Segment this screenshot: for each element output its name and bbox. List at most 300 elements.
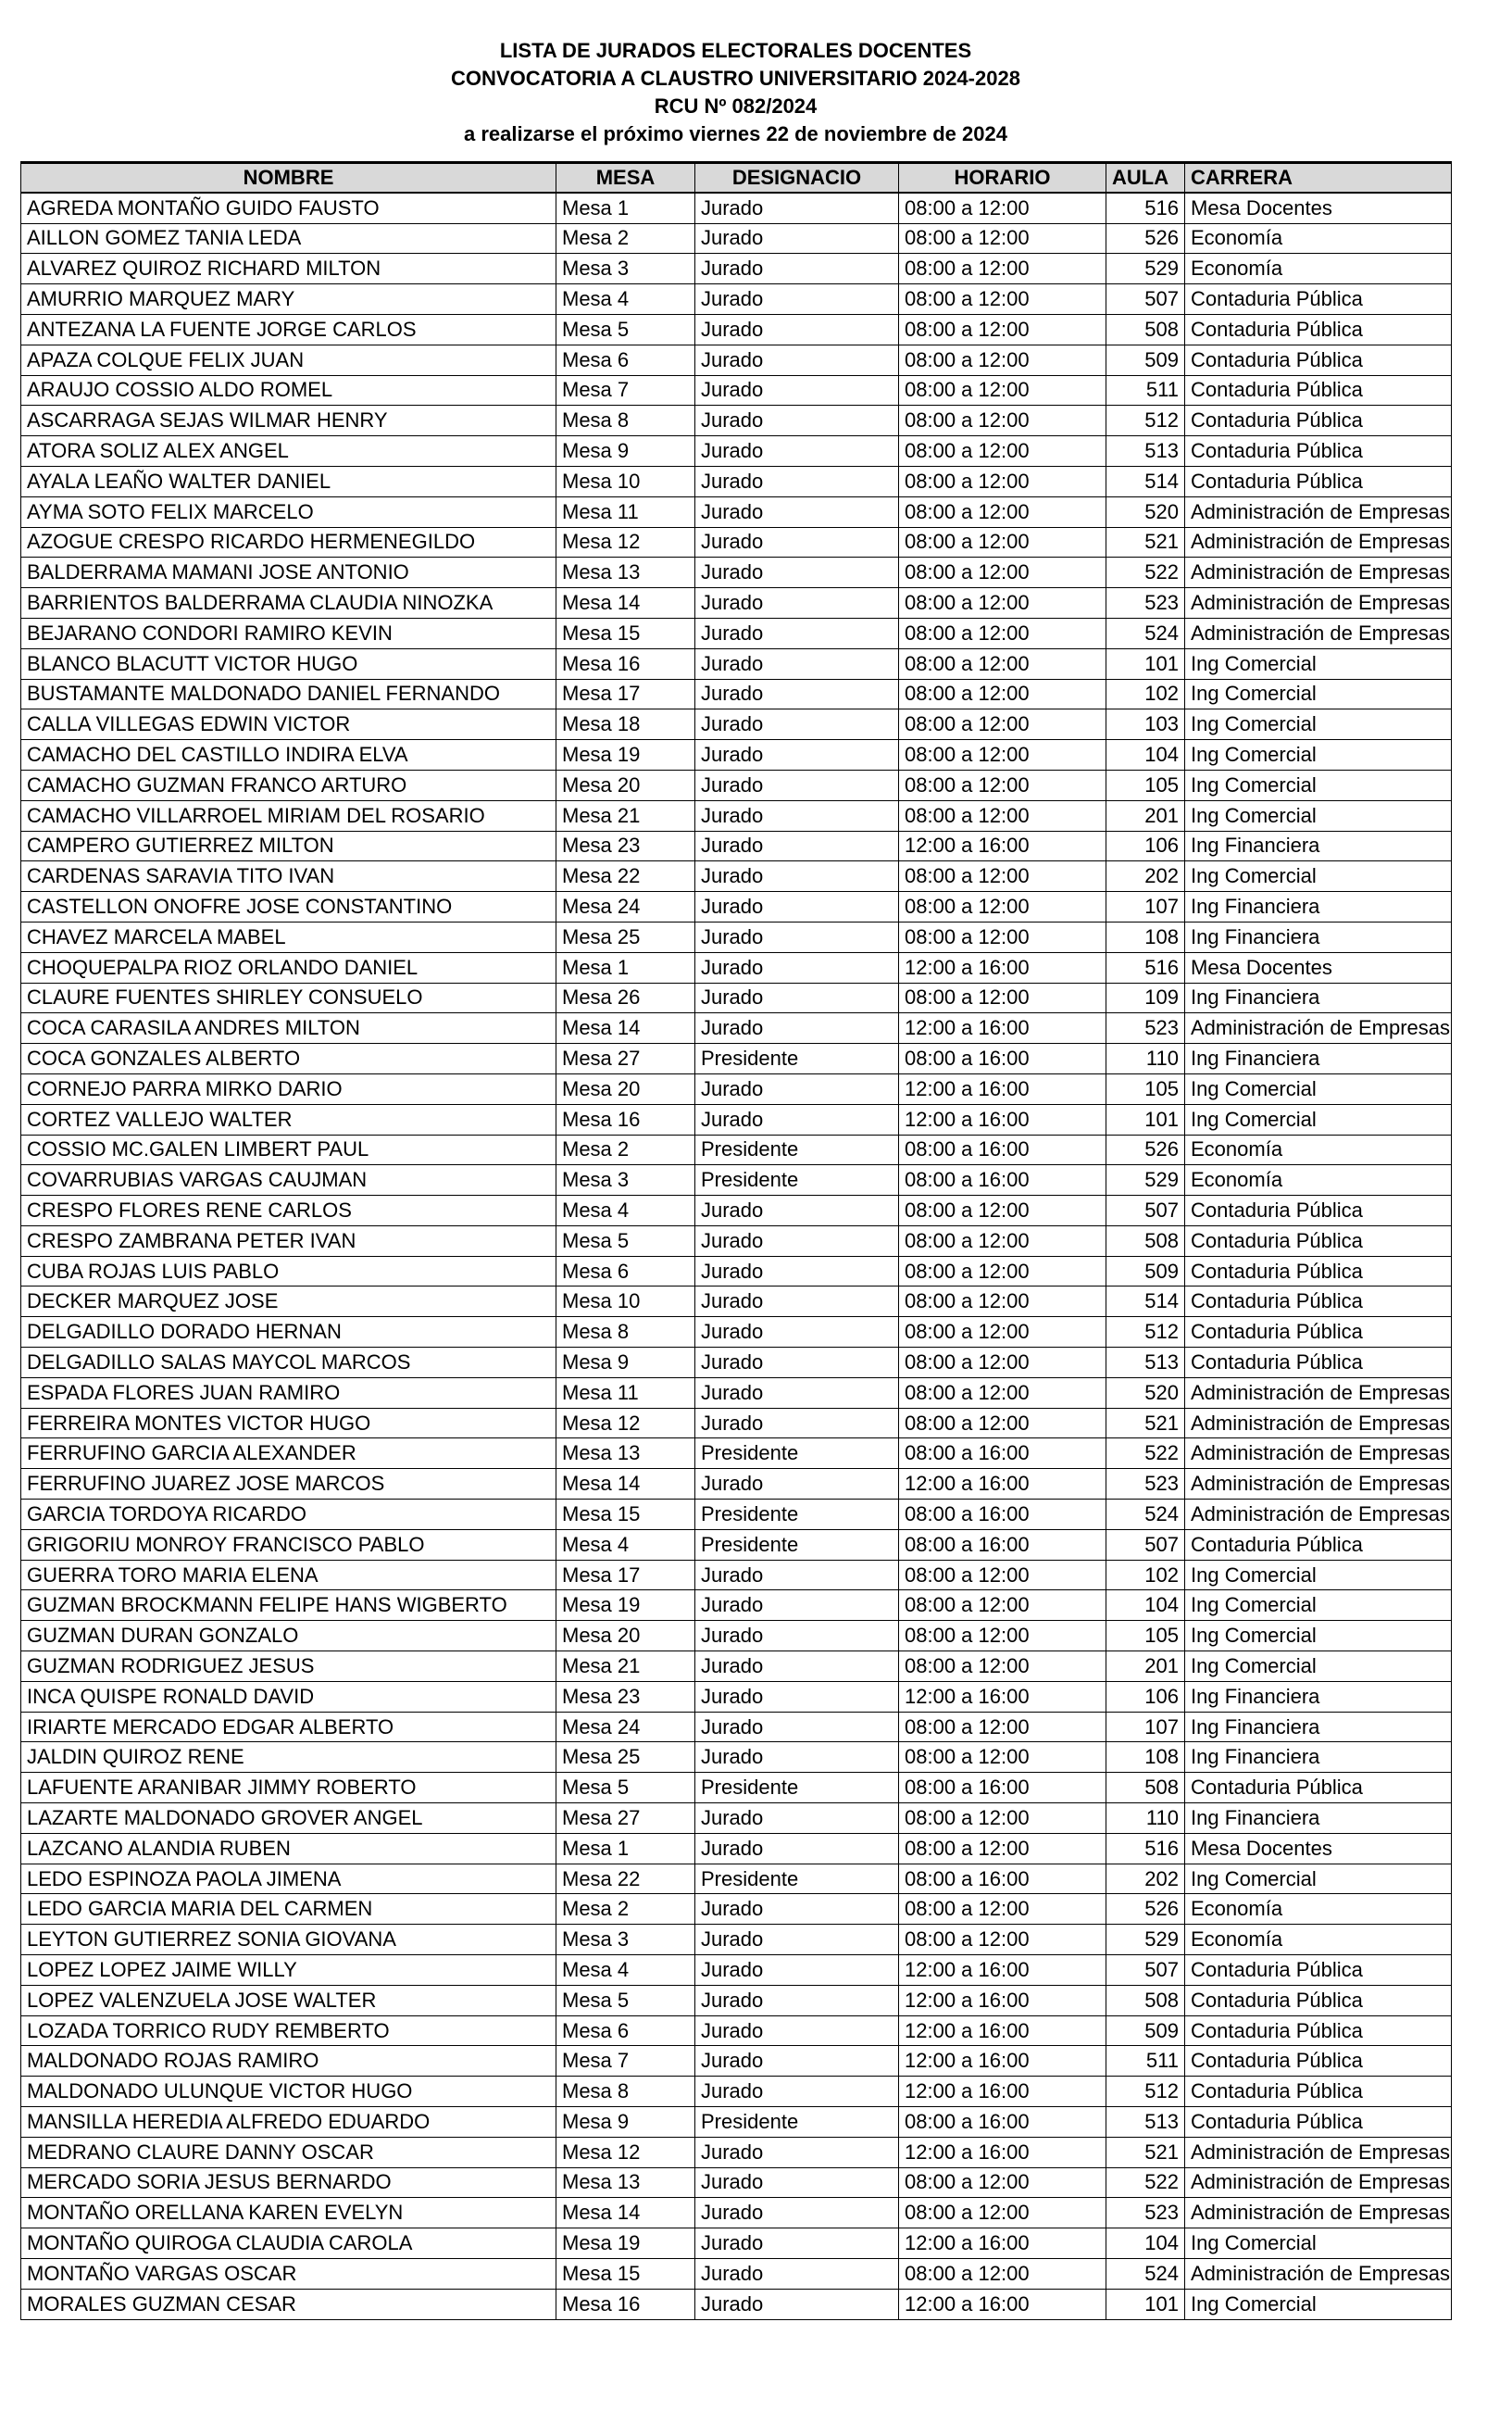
cell-aula: 509 bbox=[1106, 1256, 1185, 1287]
cell-carrera: Ing Financiera bbox=[1185, 922, 1452, 952]
cell-nombre: CUBA ROJAS LUIS PABLO bbox=[21, 1256, 556, 1287]
cell-designacion: Jurado bbox=[695, 770, 899, 800]
table-row bbox=[21, 1925, 1452, 1955]
cell-mesa: Mesa 15 bbox=[556, 2258, 695, 2289]
cell-nombre: CAMACHO DEL CASTILLO INDIRA ELVA bbox=[21, 740, 556, 771]
cell-horario: 12:00 a 16:00 bbox=[899, 1955, 1106, 1986]
cell-mesa: Mesa 19 bbox=[556, 740, 695, 771]
cell-carrera: Contaduria Pública bbox=[1185, 375, 1452, 406]
cell-carrera: Administración de Empresas bbox=[1185, 1377, 1452, 1408]
cell-aula: 201 bbox=[1106, 800, 1185, 831]
cell-carrera: Ing Comercial bbox=[1185, 1864, 1452, 1894]
cell-aula: 106 bbox=[1106, 831, 1185, 861]
cell-aula: 507 bbox=[1106, 1955, 1185, 1986]
cell-horario: 12:00 a 16:00 bbox=[899, 2015, 1106, 2046]
cell-aula: 526 bbox=[1106, 1894, 1185, 1925]
cell-horario: 12:00 a 16:00 bbox=[899, 2137, 1106, 2167]
table-row bbox=[21, 527, 1452, 558]
cell-designacion: Jurado bbox=[695, 375, 899, 406]
table-row bbox=[21, 1256, 1452, 1287]
cell-mesa: Mesa 8 bbox=[556, 406, 695, 436]
table-row bbox=[21, 1469, 1452, 1500]
cell-mesa: Mesa 5 bbox=[556, 1985, 695, 2015]
cell-mesa: Mesa 4 bbox=[556, 1196, 695, 1226]
cell-mesa: Mesa 12 bbox=[556, 2137, 695, 2167]
cell-carrera: Administración de Empresas bbox=[1185, 2258, 1452, 2289]
cell-aula: 202 bbox=[1106, 1864, 1185, 1894]
table-row bbox=[21, 466, 1452, 496]
table-row bbox=[21, 800, 1452, 831]
cell-aula: 513 bbox=[1106, 1348, 1185, 1378]
cell-horario: 08:00 a 12:00 bbox=[899, 1408, 1106, 1438]
cell-horario: 08:00 a 12:00 bbox=[899, 892, 1106, 923]
cell-horario: 12:00 a 16:00 bbox=[899, 1469, 1106, 1500]
cell-designacion: Jurado bbox=[695, 618, 899, 648]
cell-designacion: Jurado bbox=[695, 1104, 899, 1135]
cell-mesa: Mesa 3 bbox=[556, 254, 695, 284]
cell-aula: 512 bbox=[1106, 2077, 1185, 2107]
cell-aula: 101 bbox=[1106, 1104, 1185, 1135]
cell-mesa: Mesa 6 bbox=[556, 2015, 695, 2046]
cell-horario: 12:00 a 16:00 bbox=[899, 1681, 1106, 1712]
table-row bbox=[21, 406, 1452, 436]
cell-nombre: INCA QUISPE RONALD DAVID bbox=[21, 1681, 556, 1712]
cell-horario: 08:00 a 12:00 bbox=[899, 466, 1106, 496]
cell-aula: 102 bbox=[1106, 679, 1185, 709]
cell-mesa: Mesa 1 bbox=[556, 193, 695, 223]
cell-aula: 101 bbox=[1106, 2289, 1185, 2319]
cell-designacion: Jurado bbox=[695, 2167, 899, 2198]
cell-mesa: Mesa 16 bbox=[556, 648, 695, 679]
cell-carrera: Ing Comercial bbox=[1185, 770, 1452, 800]
cell-aula: 110 bbox=[1106, 1044, 1185, 1074]
cell-carrera: Contaduria Pública bbox=[1185, 1985, 1452, 2015]
cell-nombre: ASCARRAGA SEJAS WILMAR HENRY bbox=[21, 406, 556, 436]
cell-horario: 08:00 a 12:00 bbox=[899, 1742, 1106, 1773]
cell-carrera: Ing Comercial bbox=[1185, 1621, 1452, 1651]
cell-aula: 522 bbox=[1106, 2167, 1185, 2198]
cell-designacion: Jurado bbox=[695, 1408, 899, 1438]
cell-nombre: DELGADILLO SALAS MAYCOL MARCOS bbox=[21, 1348, 556, 1378]
cell-carrera: Administración de Empresas bbox=[1185, 2137, 1452, 2167]
cell-carrera: Ing Comercial bbox=[1185, 709, 1452, 740]
table-row bbox=[21, 284, 1452, 315]
cell-nombre: AZOGUE CRESPO RICARDO HERMENEGILDO bbox=[21, 527, 556, 558]
cell-horario: 08:00 a 12:00 bbox=[899, 740, 1106, 771]
cell-nombre: LAZARTE MALDONADO GROVER ANGEL bbox=[21, 1803, 556, 1834]
cell-designacion: Jurado bbox=[695, 892, 899, 923]
cell-carrera: Ing Comercial bbox=[1185, 648, 1452, 679]
table-row bbox=[21, 375, 1452, 406]
cell-carrera: Administración de Empresas bbox=[1185, 527, 1452, 558]
cell-carrera: Administración de Empresas bbox=[1185, 2167, 1452, 2198]
cell-horario: 08:00 a 12:00 bbox=[899, 1256, 1106, 1287]
cell-designacion: Jurado bbox=[695, 1196, 899, 1226]
cell-aula: 509 bbox=[1106, 2015, 1185, 2046]
cell-designacion: Jurado bbox=[695, 254, 899, 284]
cell-mesa: Mesa 9 bbox=[556, 436, 695, 467]
cell-designacion: Jurado bbox=[695, 2137, 899, 2167]
cell-nombre: GUERRA TORO MARIA ELENA bbox=[21, 1560, 556, 1590]
cell-carrera: Economía bbox=[1185, 1894, 1452, 1925]
cell-horario: 12:00 a 16:00 bbox=[899, 2077, 1106, 2107]
cell-carrera: Contaduria Pública bbox=[1185, 2107, 1452, 2138]
cell-horario: 08:00 a 12:00 bbox=[899, 406, 1106, 436]
cell-designacion: Jurado bbox=[695, 1469, 899, 1500]
cell-horario: 08:00 a 12:00 bbox=[899, 1712, 1106, 1742]
cell-aula: 523 bbox=[1106, 588, 1185, 619]
cell-mesa: Mesa 9 bbox=[556, 2107, 695, 2138]
column-header-horario: HORARIO bbox=[899, 163, 1106, 194]
cell-nombre: LAFUENTE ARANIBAR JIMMY ROBERTO bbox=[21, 1773, 556, 1803]
column-header-mesa: MESA bbox=[556, 163, 695, 194]
cell-nombre: MANSILLA HEREDIA ALFREDO EDUARDO bbox=[21, 2107, 556, 2138]
table-row bbox=[21, 861, 1452, 892]
cell-mesa: Mesa 3 bbox=[556, 1925, 695, 1955]
cell-mesa: Mesa 6 bbox=[556, 345, 695, 375]
cell-nombre: CORNEJO PARRA MIRKO DARIO bbox=[21, 1073, 556, 1104]
cell-mesa: Mesa 20 bbox=[556, 1621, 695, 1651]
cell-nombre: CLAURE FUENTES SHIRLEY CONSUELO bbox=[21, 983, 556, 1013]
cell-carrera: Contaduria Pública bbox=[1185, 1348, 1452, 1378]
cell-carrera: Ing Comercial bbox=[1185, 861, 1452, 892]
table-row bbox=[21, 2167, 1452, 2198]
cell-mesa: Mesa 22 bbox=[556, 861, 695, 892]
cell-mesa: Mesa 20 bbox=[556, 1073, 695, 1104]
cell-carrera: Ing Comercial bbox=[1185, 1651, 1452, 1682]
cell-horario: 08:00 a 12:00 bbox=[899, 1196, 1106, 1226]
cell-mesa: Mesa 10 bbox=[556, 1287, 695, 1317]
column-header-aula: AULA bbox=[1106, 163, 1185, 194]
cell-nombre: MONTAÑO ORELLANA KAREN EVELYN bbox=[21, 2198, 556, 2228]
cell-designacion: Presidente bbox=[695, 1864, 899, 1894]
cell-mesa: Mesa 2 bbox=[556, 1894, 695, 1925]
cell-mesa: Mesa 13 bbox=[556, 1438, 695, 1469]
cell-nombre: MERCADO SORIA JESUS BERNARDO bbox=[21, 2167, 556, 2198]
cell-mesa: Mesa 5 bbox=[556, 1225, 695, 1256]
cell-aula: 524 bbox=[1106, 2258, 1185, 2289]
cell-aula: 105 bbox=[1106, 1621, 1185, 1651]
cell-horario: 08:00 a 12:00 bbox=[899, 496, 1106, 527]
cell-aula: 103 bbox=[1106, 709, 1185, 740]
cell-mesa: Mesa 19 bbox=[556, 1590, 695, 1621]
cell-designacion: Jurado bbox=[695, 1925, 899, 1955]
column-header-designacion: DESIGNACIO bbox=[695, 163, 899, 194]
table-row bbox=[21, 1742, 1452, 1773]
cell-aula: 523 bbox=[1106, 1469, 1185, 1500]
cell-aula: 520 bbox=[1106, 1377, 1185, 1408]
cell-horario: 12:00 a 16:00 bbox=[899, 1104, 1106, 1135]
cell-mesa: Mesa 18 bbox=[556, 709, 695, 740]
cell-nombre: GRIGORIU MONROY FRANCISCO PABLO bbox=[21, 1529, 556, 1560]
cell-aula: 508 bbox=[1106, 314, 1185, 345]
cell-horario: 08:00 a 12:00 bbox=[899, 436, 1106, 467]
cell-horario: 12:00 a 16:00 bbox=[899, 1013, 1106, 1044]
cell-aula: 507 bbox=[1106, 1196, 1185, 1226]
cell-mesa: Mesa 24 bbox=[556, 892, 695, 923]
cell-mesa: Mesa 8 bbox=[556, 2077, 695, 2107]
cell-aula: 520 bbox=[1106, 496, 1185, 527]
cell-carrera: Contaduria Pública bbox=[1185, 2015, 1452, 2046]
cell-nombre: COCA GONZALES ALBERTO bbox=[21, 1044, 556, 1074]
cell-nombre: MALDONADO ULUNQUE VICTOR HUGO bbox=[21, 2077, 556, 2107]
table-row bbox=[21, 2198, 1452, 2228]
cell-designacion: Presidente bbox=[695, 1165, 899, 1196]
table-row bbox=[21, 922, 1452, 952]
cell-mesa: Mesa 8 bbox=[556, 1317, 695, 1348]
cell-aula: 201 bbox=[1106, 1651, 1185, 1682]
table-body bbox=[21, 193, 1452, 2319]
cell-nombre: CAMACHO GUZMAN FRANCO ARTURO bbox=[21, 770, 556, 800]
cell-aula: 521 bbox=[1106, 2137, 1185, 2167]
table-row bbox=[21, 1833, 1452, 1864]
cell-aula: 526 bbox=[1106, 223, 1185, 254]
cell-carrera: Ing Comercial bbox=[1185, 740, 1452, 771]
cell-carrera: Ing Comercial bbox=[1185, 2228, 1452, 2259]
table-row bbox=[21, 2107, 1452, 2138]
cell-carrera: Ing Financiera bbox=[1185, 1681, 1452, 1712]
cell-carrera: Administración de Empresas bbox=[1185, 2198, 1452, 2228]
cell-designacion: Jurado bbox=[695, 1256, 899, 1287]
cell-carrera: Ing Financiera bbox=[1185, 892, 1452, 923]
cell-aula: 516 bbox=[1106, 952, 1185, 983]
cell-aula: 101 bbox=[1106, 648, 1185, 679]
table-row bbox=[21, 2258, 1452, 2289]
cell-carrera: Contaduria Pública bbox=[1185, 1529, 1452, 1560]
cell-horario: 08:00 a 16:00 bbox=[899, 1438, 1106, 1469]
table-row bbox=[21, 193, 1452, 223]
column-header-nombre: NOMBRE bbox=[21, 163, 556, 194]
table-row bbox=[21, 1165, 1452, 1196]
cell-aula: 513 bbox=[1106, 2107, 1185, 2138]
cell-carrera: Ing Comercial bbox=[1185, 800, 1452, 831]
cell-aula: 509 bbox=[1106, 345, 1185, 375]
cell-designacion: Jurado bbox=[695, 831, 899, 861]
cell-aula: 514 bbox=[1106, 1287, 1185, 1317]
table-row bbox=[21, 1408, 1452, 1438]
cell-horario: 08:00 a 12:00 bbox=[899, 193, 1106, 223]
cell-designacion: Jurado bbox=[695, 922, 899, 952]
cell-aula: 507 bbox=[1106, 284, 1185, 315]
cell-designacion: Jurado bbox=[695, 1348, 899, 1378]
table-row bbox=[21, 1073, 1452, 1104]
cell-nombre: DELGADILLO DORADO HERNAN bbox=[21, 1317, 556, 1348]
table-row bbox=[21, 709, 1452, 740]
cell-mesa: Mesa 5 bbox=[556, 314, 695, 345]
cell-horario: 08:00 a 12:00 bbox=[899, 1225, 1106, 1256]
cell-horario: 08:00 a 12:00 bbox=[899, 1377, 1106, 1408]
cell-carrera: Administración de Empresas bbox=[1185, 588, 1452, 619]
cell-mesa: Mesa 2 bbox=[556, 1135, 695, 1165]
cell-nombre: GUZMAN BROCKMANN FELIPE HANS WIGBERTO bbox=[21, 1590, 556, 1621]
table-row bbox=[21, 679, 1452, 709]
cell-mesa: Mesa 4 bbox=[556, 1529, 695, 1560]
table-row bbox=[21, 1955, 1452, 1986]
cell-nombre: MONTAÑO VARGAS OSCAR bbox=[21, 2258, 556, 2289]
cell-aula: 104 bbox=[1106, 2228, 1185, 2259]
table-row bbox=[21, 223, 1452, 254]
cell-horario: 08:00 a 12:00 bbox=[899, 648, 1106, 679]
cell-mesa: Mesa 14 bbox=[556, 1469, 695, 1500]
cell-horario: 08:00 a 12:00 bbox=[899, 922, 1106, 952]
cell-designacion: Jurado bbox=[695, 223, 899, 254]
cell-designacion: Jurado bbox=[695, 2289, 899, 2319]
cell-designacion: Jurado bbox=[695, 588, 899, 619]
cell-horario: 12:00 a 16:00 bbox=[899, 2289, 1106, 2319]
cell-nombre: AMURRIO MARQUEZ MARY bbox=[21, 284, 556, 315]
title-line-4: a realizarse el próximo viernes 22 de noviembre de 2024 bbox=[464, 122, 1007, 145]
cell-carrera: Administración de Empresas bbox=[1185, 496, 1452, 527]
cell-aula: 102 bbox=[1106, 1560, 1185, 1590]
cell-horario: 08:00 a 12:00 bbox=[899, 1925, 1106, 1955]
cell-designacion: Jurado bbox=[695, 740, 899, 771]
cell-mesa: Mesa 19 bbox=[556, 2228, 695, 2259]
cell-carrera: Contaduria Pública bbox=[1185, 345, 1452, 375]
cell-nombre: LEDO ESPINOZA PAOLA JIMENA bbox=[21, 1864, 556, 1894]
cell-mesa: Mesa 5 bbox=[556, 1773, 695, 1803]
cell-aula: 521 bbox=[1106, 527, 1185, 558]
table-row bbox=[21, 436, 1452, 467]
cell-mesa: Mesa 9 bbox=[556, 1348, 695, 1378]
cell-nombre: CHOQUEPALPA RIOZ ORLANDO DANIEL bbox=[21, 952, 556, 983]
cell-designacion: Jurado bbox=[695, 1742, 899, 1773]
cell-aula: 109 bbox=[1106, 983, 1185, 1013]
cell-aula: 508 bbox=[1106, 1773, 1185, 1803]
cell-horario: 08:00 a 12:00 bbox=[899, 1621, 1106, 1651]
cell-mesa: Mesa 14 bbox=[556, 2198, 695, 2228]
cell-aula: 522 bbox=[1106, 558, 1185, 588]
cell-mesa: Mesa 12 bbox=[556, 527, 695, 558]
table-row bbox=[21, 2228, 1452, 2259]
cell-horario: 08:00 a 16:00 bbox=[899, 1529, 1106, 1560]
table-row bbox=[21, 2046, 1452, 2077]
cell-aula: 107 bbox=[1106, 892, 1185, 923]
cell-designacion: Jurado bbox=[695, 679, 899, 709]
table-row bbox=[21, 1287, 1452, 1317]
cell-nombre: CORTEZ VALLEJO WALTER bbox=[21, 1104, 556, 1135]
cell-aula: 529 bbox=[1106, 1925, 1185, 1955]
cell-aula: 106 bbox=[1106, 1681, 1185, 1712]
cell-designacion: Jurado bbox=[695, 406, 899, 436]
table-row bbox=[21, 496, 1452, 527]
cell-nombre: LOPEZ LOPEZ JAIME WILLY bbox=[21, 1955, 556, 1986]
cell-nombre: ARAUJO COSSIO ALDO ROMEL bbox=[21, 375, 556, 406]
cell-horario: 08:00 a 12:00 bbox=[899, 983, 1106, 1013]
table-row bbox=[21, 1348, 1452, 1378]
cell-horario: 08:00 a 12:00 bbox=[899, 284, 1106, 315]
table-row bbox=[21, 1560, 1452, 1590]
table-row bbox=[21, 2077, 1452, 2107]
cell-nombre: AGREDA MONTAÑO GUIDO FAUSTO bbox=[21, 193, 556, 223]
cell-mesa: Mesa 6 bbox=[556, 1256, 695, 1287]
cell-mesa: Mesa 25 bbox=[556, 1742, 695, 1773]
cell-mesa: Mesa 13 bbox=[556, 2167, 695, 2198]
cell-aula: 108 bbox=[1106, 1742, 1185, 1773]
cell-nombre: COVARRUBIAS VARGAS CAUJMAN bbox=[21, 1165, 556, 1196]
cell-nombre: CALLA VILLEGAS EDWIN VICTOR bbox=[21, 709, 556, 740]
cell-horario: 08:00 a 12:00 bbox=[899, 223, 1106, 254]
cell-carrera: Ing Comercial bbox=[1185, 1590, 1452, 1621]
cell-aula: 104 bbox=[1106, 740, 1185, 771]
table-row bbox=[21, 1438, 1452, 1469]
cell-nombre: CAMPERO GUTIERREZ MILTON bbox=[21, 831, 556, 861]
cell-horario: 08:00 a 16:00 bbox=[899, 1500, 1106, 1530]
table-row bbox=[21, 1317, 1452, 1348]
cell-aula: 516 bbox=[1106, 1833, 1185, 1864]
cell-nombre: LAZCANO ALANDIA RUBEN bbox=[21, 1833, 556, 1864]
cell-mesa: Mesa 10 bbox=[556, 466, 695, 496]
cell-nombre: DECKER MARQUEZ JOSE bbox=[21, 1287, 556, 1317]
cell-aula: 108 bbox=[1106, 922, 1185, 952]
cell-mesa: Mesa 4 bbox=[556, 1955, 695, 1986]
cell-nombre: FERRUFINO GARCIA ALEXANDER bbox=[21, 1438, 556, 1469]
cell-aula: 507 bbox=[1106, 1529, 1185, 1560]
cell-horario: 08:00 a 12:00 bbox=[899, 861, 1106, 892]
cell-nombre: AILLON GOMEZ TANIA LEDA bbox=[21, 223, 556, 254]
table-row bbox=[21, 1500, 1452, 1530]
cell-aula: 511 bbox=[1106, 2046, 1185, 2077]
cell-aula: 511 bbox=[1106, 375, 1185, 406]
cell-aula: 522 bbox=[1106, 1438, 1185, 1469]
cell-horario: 08:00 a 12:00 bbox=[899, 375, 1106, 406]
cell-carrera: Mesa Docentes bbox=[1185, 1833, 1452, 1864]
cell-horario: 08:00 a 16:00 bbox=[899, 1773, 1106, 1803]
cell-designacion: Jurado bbox=[695, 2015, 899, 2046]
cell-nombre: GUZMAN DURAN GONZALO bbox=[21, 1621, 556, 1651]
cell-aula: 202 bbox=[1106, 861, 1185, 892]
cell-horario: 08:00 a 12:00 bbox=[899, 800, 1106, 831]
cell-nombre: MORALES GUZMAN CESAR bbox=[21, 2289, 556, 2319]
cell-carrera: Economía bbox=[1185, 1925, 1452, 1955]
cell-carrera: Economía bbox=[1185, 1135, 1452, 1165]
cell-horario: 08:00 a 12:00 bbox=[899, 1803, 1106, 1834]
cell-carrera: Ing Comercial bbox=[1185, 1560, 1452, 1590]
cell-mesa: Mesa 23 bbox=[556, 1681, 695, 1712]
cell-designacion: Jurado bbox=[695, 1560, 899, 1590]
cell-nombre: COSSIO MC.GALEN LIMBERT PAUL bbox=[21, 1135, 556, 1165]
cell-mesa: Mesa 13 bbox=[556, 558, 695, 588]
cell-carrera: Ing Financiera bbox=[1185, 1712, 1452, 1742]
cell-horario: 08:00 a 12:00 bbox=[899, 527, 1106, 558]
cell-nombre: FERRUFINO JUAREZ JOSE MARCOS bbox=[21, 1469, 556, 1500]
cell-designacion: Jurado bbox=[695, 1377, 899, 1408]
cell-horario: 08:00 a 12:00 bbox=[899, 254, 1106, 284]
table-row bbox=[21, 1773, 1452, 1803]
table-row bbox=[21, 1803, 1452, 1834]
cell-carrera: Administración de Empresas bbox=[1185, 1013, 1452, 1044]
cell-mesa: Mesa 14 bbox=[556, 588, 695, 619]
cell-carrera: Administración de Empresas bbox=[1185, 1500, 1452, 1530]
cell-nombre: CRESPO ZAMBRANA PETER IVAN bbox=[21, 1225, 556, 1256]
cell-designacion: Jurado bbox=[695, 709, 899, 740]
table-row bbox=[21, 1013, 1452, 1044]
cell-designacion: Presidente bbox=[695, 1044, 899, 1074]
cell-designacion: Jurado bbox=[695, 284, 899, 315]
cell-designacion: Jurado bbox=[695, 1833, 899, 1864]
table-row bbox=[21, 952, 1452, 983]
table-row bbox=[21, 648, 1452, 679]
cell-designacion: Presidente bbox=[695, 1529, 899, 1560]
cell-carrera: Contaduria Pública bbox=[1185, 314, 1452, 345]
cell-horario: 08:00 a 12:00 bbox=[899, 1560, 1106, 1590]
cell-mesa: Mesa 27 bbox=[556, 1803, 695, 1834]
cell-horario: 12:00 a 16:00 bbox=[899, 831, 1106, 861]
cell-nombre: CRESPO FLORES RENE CARLOS bbox=[21, 1196, 556, 1226]
cell-aula: 529 bbox=[1106, 254, 1185, 284]
table-row bbox=[21, 345, 1452, 375]
cell-designacion: Presidente bbox=[695, 1500, 899, 1530]
cell-designacion: Jurado bbox=[695, 1590, 899, 1621]
